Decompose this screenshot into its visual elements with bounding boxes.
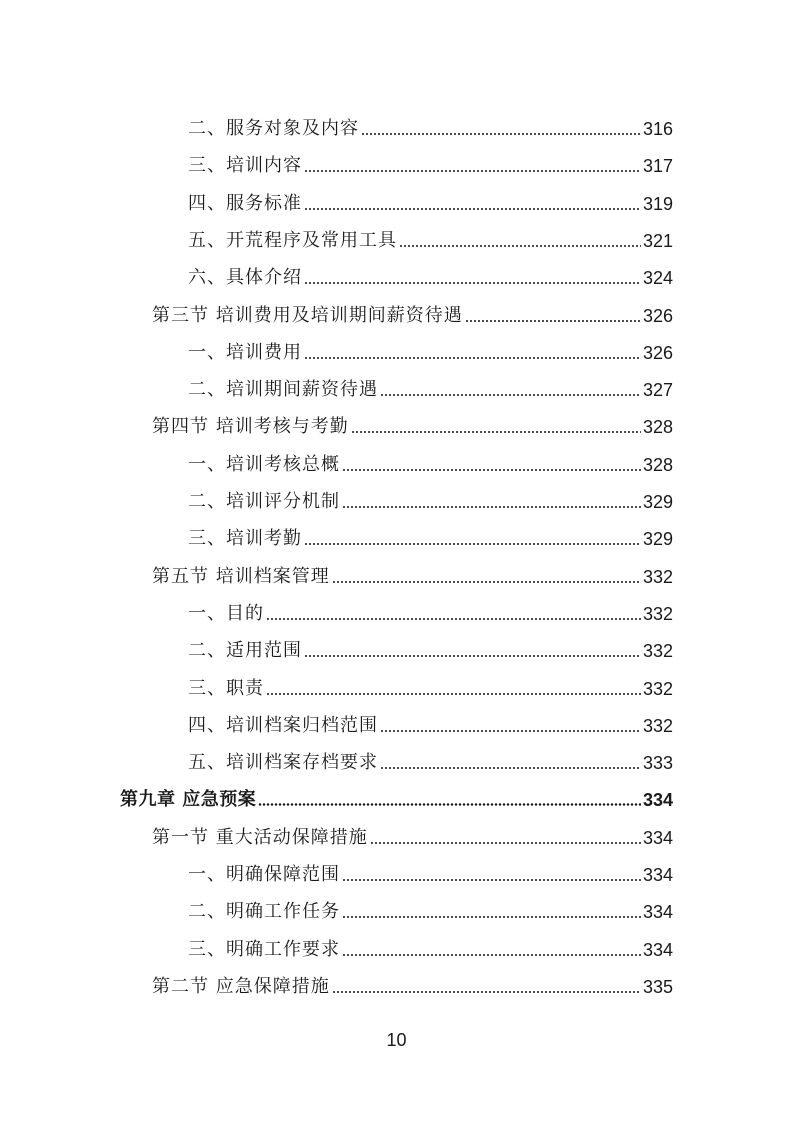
- toc-subsection-entry[interactable]: [188, 101, 673, 138]
- toc-entry-page-number: 332: [642, 566, 673, 587]
- toc-subsection-entry[interactable]: [188, 698, 673, 735]
- toc-dot-leader: [304, 282, 641, 284]
- toc-subsection-entry[interactable]: [188, 176, 673, 213]
- toc-dot-leader: [304, 655, 641, 657]
- toc-subsection-entry[interactable]: [188, 437, 673, 474]
- toc-entry-page-number: 334: [642, 939, 673, 960]
- toc-dot-leader: [342, 916, 641, 918]
- toc-entry-title: 第九章 应急预案: [120, 789, 257, 811]
- toc-dot-leader: [380, 394, 641, 396]
- toc-entry-page-number: 317: [642, 156, 673, 177]
- toc-subsection-entry[interactable]: [188, 922, 673, 959]
- toc-entry-title: 二、培训期间薪资待遇: [188, 379, 378, 401]
- toc-entry-page-number: 326: [642, 342, 673, 363]
- toc-dot-leader: [332, 581, 641, 583]
- toc-entry-title: 第二节 应急保障措施: [152, 975, 330, 997]
- toc-dot-leader: [342, 506, 641, 508]
- toc-subsection-entry[interactable]: [188, 623, 673, 660]
- toc-entry-page-number: 334: [642, 865, 673, 885]
- toc-entry-page-number: 329: [642, 492, 673, 512]
- toc-entry-title: 五、培训档案存档要求: [188, 752, 378, 774]
- toc-subsection-entry[interactable]: [188, 250, 673, 287]
- toc-entry-page-number: 332: [642, 678, 673, 699]
- toc-dot-leader: [304, 170, 641, 172]
- toc-entry-title: 一、培训考核总概: [188, 453, 340, 475]
- toc-dot-leader: [351, 431, 641, 433]
- toc-entry-title: 一、目的: [188, 602, 264, 624]
- toc-entry-page-number: 324: [642, 268, 673, 289]
- toc-entry-title: 二、培训评分机制: [188, 491, 340, 512]
- toc-entry-page-number: 321: [642, 230, 673, 251]
- toc-entry-page-number: 319: [642, 193, 673, 214]
- toc-entry-title: 三、职责: [188, 677, 264, 699]
- toc-dot-leader: [304, 208, 641, 210]
- toc-entry-page-number: 334: [642, 827, 673, 848]
- toc-entry-title: 五、开荒程序及常用工具: [188, 229, 397, 251]
- toc-subsection-entry[interactable]: [188, 511, 673, 548]
- toc-entry-title: 第五节 培训档案管理: [152, 565, 330, 587]
- toc-dot-leader: [342, 469, 641, 471]
- toc-dot-leader: [266, 618, 641, 620]
- toc-entry-title: 二、服务对象及内容: [188, 118, 359, 139]
- toc-entry-page-number: 334: [642, 902, 673, 923]
- toc-dot-leader: [380, 730, 641, 732]
- toc-subsection-entry[interactable]: [188, 213, 673, 250]
- toc-subsection-entry[interactable]: [188, 847, 673, 884]
- toc-subsection-entry[interactable]: [188, 884, 673, 921]
- toc-dot-leader: [399, 245, 641, 247]
- toc-dot-leader: [304, 543, 641, 545]
- toc-entry-title: 第一节 重大活动保障措施: [152, 826, 368, 848]
- toc-entry-title: 一、培训费用: [188, 341, 302, 363]
- toc-subsection-entry[interactable]: [188, 586, 673, 623]
- toc-entry-page-number: 334: [642, 790, 673, 811]
- toc-section-entry[interactable]: [152, 399, 673, 436]
- toc-section-entry[interactable]: [152, 959, 673, 996]
- toc-entry-page-number: 332: [642, 603, 673, 624]
- toc-dot-leader: [266, 693, 641, 695]
- toc-entry-title: 二、明确工作任务: [188, 901, 340, 923]
- toc-entry-title: 六、具体介绍: [188, 267, 302, 289]
- toc-subsection-entry[interactable]: [188, 735, 673, 772]
- toc-entry-page-number: 332: [642, 641, 673, 662]
- toc-section-entry[interactable]: [152, 549, 673, 586]
- toc-subsection-entry[interactable]: [188, 325, 673, 362]
- toc-entry-title: 第三节 培训费用及培训期间薪资待遇: [152, 304, 463, 326]
- toc-dot-leader: [342, 879, 641, 881]
- toc-entry-title: 三、明确工作要求: [188, 938, 340, 960]
- toc-chapter-entry[interactable]: [120, 772, 673, 809]
- toc-subsection-entry[interactable]: [188, 362, 673, 399]
- toc-entry-page-number: 335: [642, 976, 673, 997]
- toc-entry-page-number: 332: [642, 715, 673, 736]
- toc-entry-page-number: 327: [642, 380, 673, 401]
- toc-entry-title: 三、培训考勤: [188, 528, 302, 550]
- toc-dot-leader: [361, 133, 641, 135]
- toc-entry-title: 一、明确保障范围: [188, 864, 340, 885]
- toc-dot-leader: [342, 954, 641, 956]
- toc-entry-page-number: 329: [642, 529, 673, 550]
- toc-dot-leader: [465, 320, 641, 322]
- toc-entry-title: 四、服务标准: [188, 192, 302, 214]
- toc-entry-page-number: 333: [642, 753, 673, 774]
- toc-dot-leader: [304, 357, 641, 359]
- toc-entry-title: 三、培训内容: [188, 155, 302, 177]
- toc-subsection-entry[interactable]: [188, 138, 673, 175]
- toc-entry-title: 二、适用范围: [188, 640, 302, 662]
- toc-section-entry[interactable]: [152, 288, 673, 325]
- toc-dot-leader: [370, 842, 641, 844]
- toc-dot-leader: [258, 803, 641, 806]
- toc-entry-title: 四、培训档案归档范围: [188, 714, 378, 736]
- page-number: 10: [386, 1030, 407, 1050]
- toc-entry-page-number: 328: [642, 417, 673, 438]
- toc-entry-page-number: 326: [642, 305, 673, 326]
- toc-entry-page-number: 328: [642, 454, 673, 475]
- toc-subsection-entry[interactable]: [188, 474, 673, 511]
- toc-dot-leader: [380, 767, 641, 769]
- toc-dot-leader: [332, 991, 641, 993]
- toc-subsection-entry[interactable]: [188, 661, 673, 698]
- toc-entry-title: 第四节 培训考核与考勤: [152, 416, 349, 438]
- toc-entry-page-number: 316: [642, 119, 673, 139]
- toc-section-entry[interactable]: [152, 810, 673, 847]
